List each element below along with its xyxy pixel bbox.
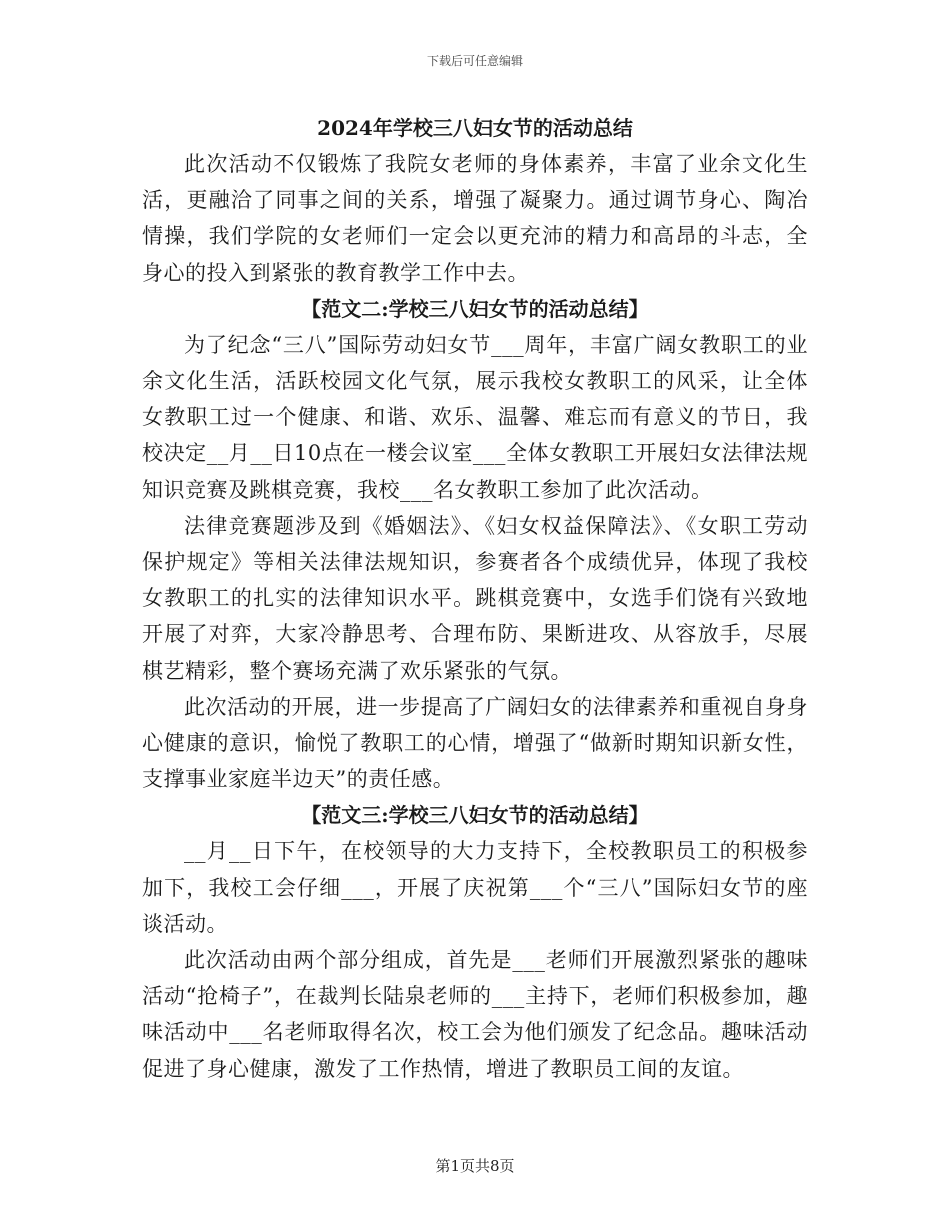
- document-body: [142, 110, 808, 1087]
- page-number: 第1页共8页: [435, 1157, 515, 1175]
- document-title: 2024年学校三八妇女节的活动总结: [317, 116, 633, 140]
- page-header-note: 下载后可任意编辑: [426, 54, 523, 68]
- section-3-paragraph-2: 此次活动由两个部分组成，首先是___老师们开展激烈紧张的趣味活动“抢椅子”，在裁判长陆泉老师的___主持下，老师们积极参加，趣味活动中___名老师取得名次，校工会为他们颁发了纪念品。趣味活动促进了身心健康，激发了工作热情，增进了教职员工间的友谊。: [142, 948, 808, 1081]
- section-2-paragraph-3: 此次活动的开展，进一步提高了广阔妇女的法律素养和重视自身身心健康的意识，愉悦了教职工的心情，增强了“做新时期知识新女性，支撑事业家庭半边天”的责任感。: [142, 694, 808, 792]
- section-2-paragraph-1: 为了纪念“三八”国际劳动妇女节___周年，丰富广阔女教职工的业余文化生活，活跃校园文化气氛，展示我校女教职工的风采，让全体女教职工过一个健康、和谐、欢乐、温馨、难忘而有意义的节日，我校决定__月__日10点在一楼会议室___全体女教职工开展妇女法律法规知识竞赛及跳棋竞赛，我校___名女教职工参加了此次活动。: [142, 332, 808, 502]
- section-heading-3: 【范文三:学校三八妇女节的活动总结】: [301, 803, 649, 828]
- section-3-paragraph-1: __月__日下午，在校领导的大力支持下，全校教职员工的积极参加下，我校工会仔细___，开展了庆祝第___个“三八”国际妇女节的座谈活动。: [142, 839, 808, 936]
- intro-paragraph: 此次活动不仅锻炼了我院女老师的身体素养，丰富了业余文化生活，更融洽了同事之间的关系，增强了凝聚力。通过调节身心、陶冶情操，我们学院的女老师们一定会以更充沛的精力和高昂的斗志，全身心的投入到紧张的教育教学工作中去。: [142, 152, 808, 285]
- section-2-paragraph-2: 法律竞赛题涉及到《婚姻法》、《妇女权益保障法》、《女职工劳动保护规定》等相关法律法规知识，参赛者各个成绩优异，体现了我校女教职工的扎实的法律知识水平。跳棋竞赛中，女选手们饶有兴致地开展了对弈，大家冷静思考、合理布防、果断进攻、从容放手，尽展棋艺精彩，整个赛场充满了欢乐紧张的气氛。: [142, 513, 808, 683]
- section-heading-2: 【范文二:学校三八妇女节的活动总结】: [301, 296, 649, 321]
